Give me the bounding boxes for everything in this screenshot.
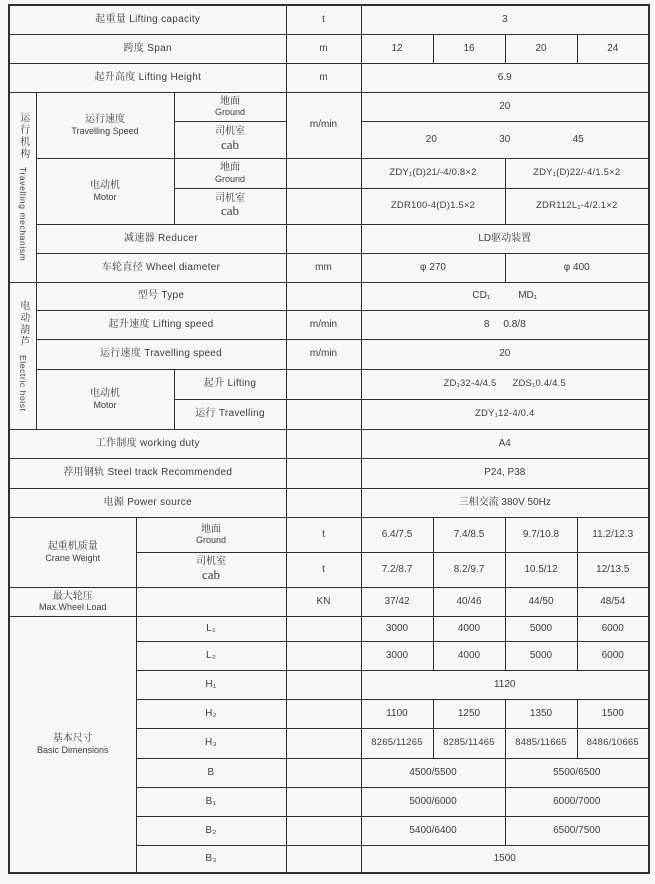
hoist-lifting-speed-unit: m/min	[286, 310, 361, 339]
dim-B1-label: B₁	[136, 787, 286, 816]
dim-L1-value: 6000	[577, 616, 649, 641]
dim-unit-blank	[286, 758, 361, 787]
lifting-capacity-label: 起重量 Lifting capacity	[9, 5, 286, 34]
section-travelling-mechanism-zh: 运行机构	[17, 112, 29, 161]
crane-weight-cab-value: 7.2/8.7	[361, 552, 433, 587]
reducer-value: LD驱动装置	[361, 224, 649, 253]
travel-motor-cab-value: ZDR112L₁-4/2.1×2	[505, 188, 649, 224]
max-wheel-load-value: 40/46	[433, 587, 505, 616]
hoist-travel-speed-value: 20	[361, 339, 649, 369]
span-label: 跨度 Span	[9, 34, 286, 63]
working-duty-label: 工作制度 working duty	[9, 429, 286, 458]
dim-L1-value: 3000	[361, 616, 433, 641]
hoist-motor-unit-blank	[286, 369, 361, 399]
hoist-travel-speed-unit: m/min	[286, 339, 361, 369]
dim-unit-blank	[286, 728, 361, 758]
crane-weight-label: 起重机质量 Crane Weight	[9, 517, 136, 587]
travel-speed-cab-values: 20 30 45	[361, 121, 649, 158]
dim-B3-label: B₃	[136, 845, 286, 873]
crane-weight-ground-value: 11.2/12.3	[577, 517, 649, 552]
max-wheel-load-value: 48/54	[577, 587, 649, 616]
section-travelling-mechanism	[9, 92, 36, 282]
hoist-type-label: 型号 Type	[36, 282, 286, 310]
dim-H3-value: 8265/11265	[361, 728, 433, 758]
row-power-source	[9, 488, 649, 517]
travel-motor-unit-blank	[286, 158, 361, 188]
row-lifting-capacity	[9, 5, 649, 34]
wheel-diameter-label: 车轮直径 Wheel diameter	[36, 253, 286, 282]
crane-weight-cab-value: 12/13.5	[577, 552, 649, 587]
hoist-lifting-speed-label: 起升速度 Lifting speed	[36, 310, 286, 339]
row-wheel-diameter	[9, 253, 649, 282]
working-duty-value: A4	[361, 429, 649, 458]
dim-H2-value: 1100	[361, 699, 433, 728]
row-crane-weight-ground	[9, 517, 649, 552]
span-unit: m	[286, 34, 361, 63]
crane-weight-ground-label: 地面 Ground	[136, 517, 286, 552]
crane-weight-ground-value: 7.4/8.5	[433, 517, 505, 552]
travel-speed-label: 运行速度 Travelling Speed	[36, 92, 174, 158]
dim-H3-value: 8485/11665	[505, 728, 577, 758]
travel-motor-ground-value: ZDY₁(D)22/-4/1.5×2	[505, 158, 649, 188]
wheel-diameter-value: φ 270	[361, 253, 505, 282]
row-hoist-travel-speed	[9, 339, 649, 369]
dim-B2-label: B₂	[136, 816, 286, 845]
power-source-value: 三相交流 380V 50Hz	[361, 488, 649, 517]
dim-L2-value: 6000	[577, 641, 649, 670]
dim-L2-value: 4000	[433, 641, 505, 670]
row-hoist-motor-lifting	[9, 369, 649, 399]
dim-B-label: B	[136, 758, 286, 787]
dim-B3-value: 1500	[361, 845, 649, 873]
dim-L1-value: 4000	[433, 616, 505, 641]
hoist-motor-unit-blank	[286, 399, 361, 429]
dim-B-value: 4500/5500	[361, 758, 505, 787]
row-dim-L1	[9, 616, 649, 641]
crane-weight-cab-value: 10.5/12	[505, 552, 577, 587]
wheel-diameter-value: φ 400	[505, 253, 649, 282]
steel-track-label: 荐用钢轨 Steel track Recommended	[9, 458, 286, 488]
travel-motor-label: 电动机 Motor	[36, 158, 174, 224]
travel-speed-ground-label: 地面 Ground	[174, 92, 286, 121]
dim-B1-value: 6000/7000	[505, 787, 649, 816]
hoist-motor-travelling-value: ZDY₁12-4/0.4	[361, 399, 649, 429]
travel-motor-cab-value: ZDR100-4(D)1.5×2	[361, 188, 505, 224]
dim-L1-label: L₁	[136, 616, 286, 641]
dim-H2-label: H₂	[136, 699, 286, 728]
dim-L1-value: 5000	[505, 616, 577, 641]
crane-weight-ground-value: 9.7/10.8	[505, 517, 577, 552]
dim-L2-value: 3000	[361, 641, 433, 670]
hoist-type-values: CD₁ MD₁	[361, 282, 649, 310]
section-travelling-mechanism-en: Travelling mechanism	[17, 167, 28, 262]
crane-weight-ground-value: 6.4/7.5	[361, 517, 433, 552]
section-electric-hoist	[9, 282, 36, 429]
lifting-height-unit: m	[286, 63, 361, 92]
dim-H1-label: H₁	[136, 670, 286, 699]
dim-B2-value: 5400/6400	[361, 816, 505, 845]
max-wheel-load-unit: KN	[286, 587, 361, 616]
dim-unit-blank	[286, 845, 361, 873]
power-source-label: 电源 Power source	[9, 488, 286, 517]
row-hoist-type	[9, 282, 649, 310]
crane-weight-ground-unit: t	[286, 517, 361, 552]
dim-H2-value: 1250	[433, 699, 505, 728]
row-steel-track	[9, 458, 649, 488]
travel-motor-cab-label: 司机室 cab	[174, 188, 286, 224]
dim-unit-blank	[286, 816, 361, 845]
travel-speed-unit: m/min	[286, 92, 361, 158]
span-value: 20	[505, 34, 577, 63]
max-wheel-load-label: 最大轮压 Max.Wheel Load	[9, 587, 136, 616]
crane-spec-table	[8, 4, 650, 874]
hoist-lifting-speed-values: 8 0.8/8	[361, 310, 649, 339]
max-wheel-load-blank	[136, 587, 286, 616]
dim-H1-value: 1120	[361, 670, 649, 699]
dim-H3-label: H₃	[136, 728, 286, 758]
row-working-duty	[9, 429, 649, 458]
wheel-diameter-unit: mm	[286, 253, 361, 282]
section-electric-hoist-en: Electric hoist	[17, 354, 28, 412]
hoist-motor-label: 电动机 Motor	[36, 369, 174, 429]
dim-unit-blank	[286, 670, 361, 699]
crane-weight-cab-unit: t	[286, 552, 361, 587]
reducer-unit-blank	[286, 224, 361, 253]
dim-B-value: 5500/6500	[505, 758, 649, 787]
section-electric-hoist-zh: 电动葫芦	[17, 299, 29, 348]
hoist-motor-lifting-label: 起升 Lifting	[174, 369, 286, 399]
hoist-motor-travelling-label: 运行 Travelling	[174, 399, 286, 429]
travel-motor-unit-blank	[286, 188, 361, 224]
travel-motor-ground-label: 地面 Ground	[174, 158, 286, 188]
dim-unit-blank	[286, 641, 361, 670]
lifting-capacity-value: 3	[361, 5, 649, 34]
dim-L2-label: L₂	[136, 641, 286, 670]
dim-H2-value: 1350	[505, 699, 577, 728]
dim-B2-value: 6500/7500	[505, 816, 649, 845]
travel-speed-ground-value: 20	[361, 92, 649, 121]
steel-track-value: P24, P38	[361, 458, 649, 488]
dim-unit-blank	[286, 787, 361, 816]
hoist-type-unit-blank	[286, 282, 361, 310]
row-travel-motor-ground	[9, 158, 649, 188]
crane-weight-cab-label: 司机室 cab	[136, 552, 286, 587]
lifting-height-value: 6.9	[361, 63, 649, 92]
row-span	[9, 34, 649, 63]
crane-weight-cab-value: 8.2/9.7	[433, 552, 505, 587]
row-travel-speed-ground	[9, 92, 649, 121]
dim-L2-value: 5000	[505, 641, 577, 670]
dim-B1-value: 5000/6000	[361, 787, 505, 816]
basic-dimensions-label: 基本尺寸 Basic Dimensions	[9, 616, 136, 873]
dim-unit-blank	[286, 699, 361, 728]
dim-H3-value: 8285/11465	[433, 728, 505, 758]
row-reducer	[9, 224, 649, 253]
row-max-wheel-load	[9, 587, 649, 616]
dim-unit-blank	[286, 616, 361, 641]
dim-H2-value: 1500	[577, 699, 649, 728]
max-wheel-load-value: 44/50	[505, 587, 577, 616]
row-lifting-height	[9, 63, 649, 92]
lifting-capacity-unit: t	[286, 5, 361, 34]
power-source-unit-blank	[286, 488, 361, 517]
steel-track-unit-blank	[286, 458, 361, 488]
travel-motor-ground-value: ZDY₁(D)21/-4/0.8×2	[361, 158, 505, 188]
reducer-label: 减速器 Reducer	[36, 224, 286, 253]
span-value: 12	[361, 34, 433, 63]
dim-H3-value: 8486/10665	[577, 728, 649, 758]
hoist-travel-speed-label: 运行速度 Travelling speed	[36, 339, 286, 369]
span-value: 16	[433, 34, 505, 63]
max-wheel-load-value: 37/42	[361, 587, 433, 616]
working-duty-unit-blank	[286, 429, 361, 458]
row-hoist-lifting-speed	[9, 310, 649, 339]
travel-speed-cab-label: 司机室 cab	[174, 121, 286, 158]
hoist-motor-lifting-values: ZD₁32-4/4.5 ZDS₁0.4/4.5	[361, 369, 649, 399]
lifting-height-label: 起升高度 Lifting Height	[9, 63, 286, 92]
span-value: 24	[577, 34, 649, 63]
